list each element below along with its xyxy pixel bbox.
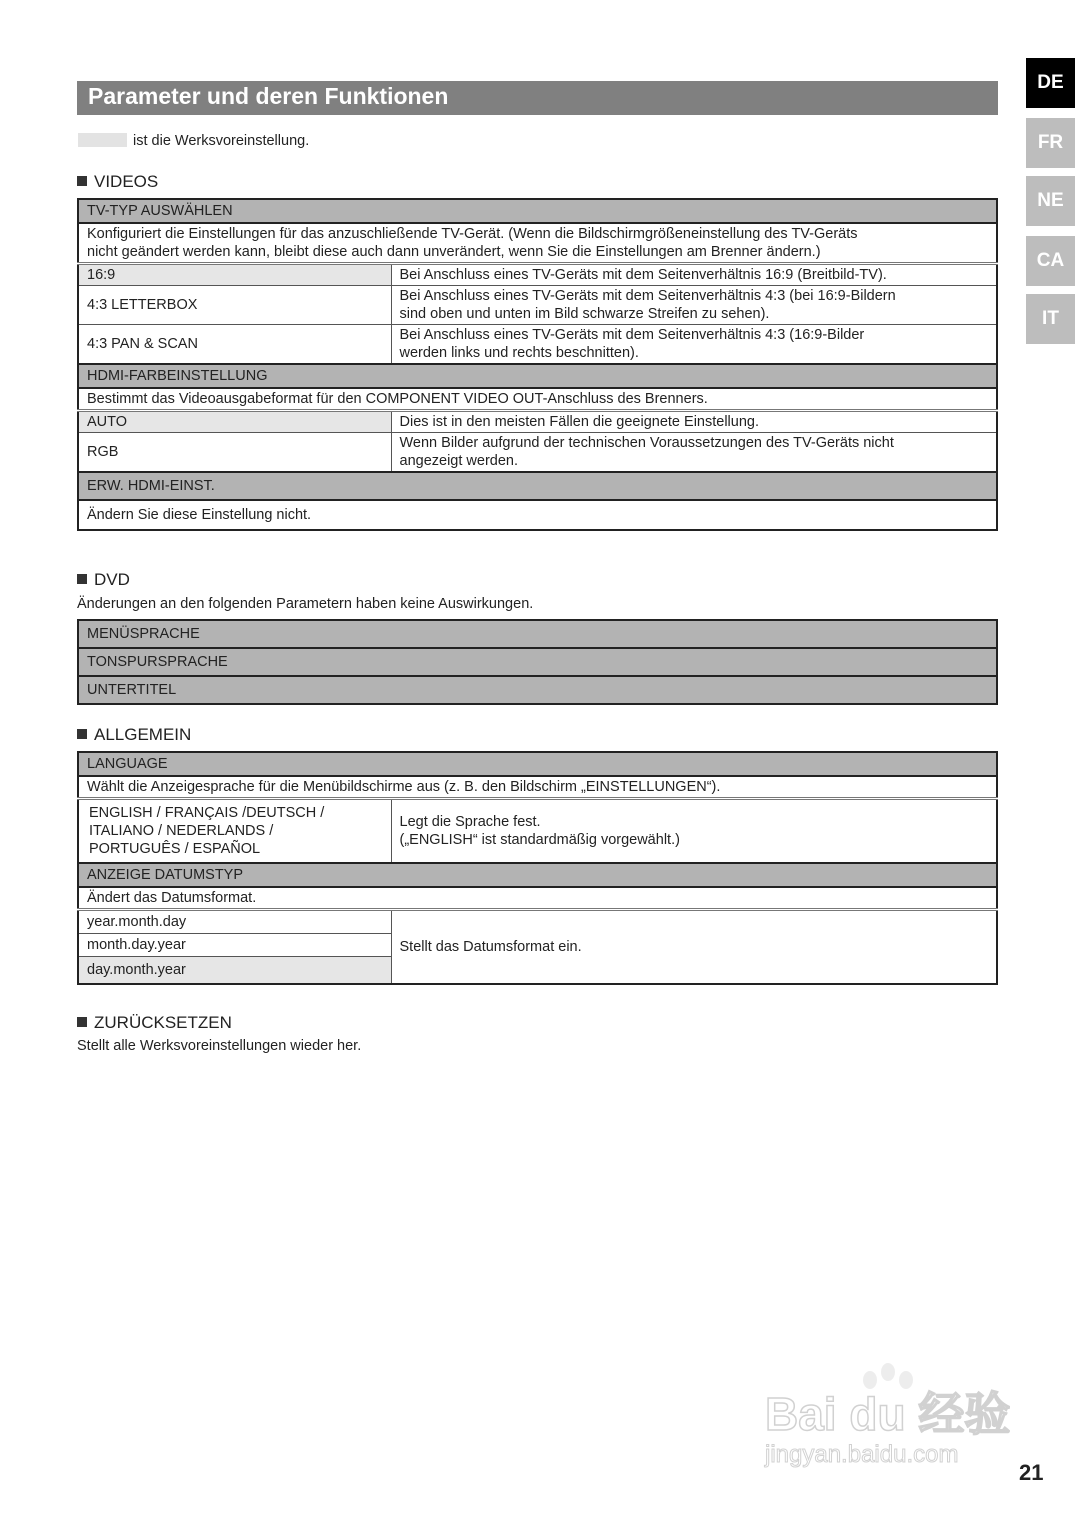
date-type-header: ANZEIGE DATUMSTYP	[78, 863, 997, 887]
date-option-ymd: year.month.day	[78, 910, 391, 934]
hdmi-color-header: HDMI-FARBEINSTELLUNG	[78, 364, 997, 388]
language-options-desc: Legt die Sprache fest. („ENGLISH“ ist standardmäßig vorgewählt.)	[391, 799, 997, 864]
tv-type-description: Konfiguriert die Einstellungen für das anzuschließende TV-Gerät. (Wenn die Bildschirmgrößeneinstellung des TV-Geräts nicht geändert werden kann, bleibt diese auch dann unverändert, wenn Sie die Einstellungen am Brenner ändern.)	[78, 223, 997, 264]
square-bullet-icon	[77, 176, 87, 186]
dvd-row-audio-language: TONSPURSPRACHE	[78, 648, 997, 676]
reset-heading: ZURÜCKSETZEN	[77, 1013, 232, 1033]
date-option-dmy: day.month.year	[78, 957, 391, 985]
option-16-9-desc: Bei Anschluss eines TV-Geräts mit dem Seitenverhältnis 16:9 (Breitbild-TV).	[391, 264, 997, 286]
page-title: Parameter und deren Funktionen	[77, 81, 998, 115]
option-letterbox: 4:3 LETTERBOX	[78, 286, 391, 325]
language-tab-ne[interactable]: NE	[1026, 176, 1075, 226]
language-tab-fr[interactable]: FR	[1026, 118, 1075, 168]
legend-text: ist die Werksvoreinstellung.	[133, 133, 310, 149]
watermark-logo-text: Bai du 经验	[765, 1388, 1010, 1440]
language-tab-it[interactable]: IT	[1026, 294, 1075, 344]
square-bullet-icon	[77, 729, 87, 739]
dvd-heading: DVD	[77, 570, 130, 590]
tv-type-header: TV-TYP AUSWÄHLEN	[78, 199, 997, 223]
videos-heading: VIDEOS	[77, 172, 158, 192]
dvd-row-subtitle: UNTERTITEL	[78, 676, 997, 704]
language-tab-de[interactable]: DE	[1026, 58, 1075, 108]
option-pan-scan-desc: Bei Anschluss eines TV-Geräts mit dem Seitenverhältnis 4:3 (16:9-Bilder werden links und rechts beschnitten).	[391, 325, 997, 365]
option-16-9: 16:9	[78, 264, 391, 286]
hdmi-color-description: Bestimmt das Videoausgabeformat für den COMPONENT VIDEO OUT-Anschluss des Brenners.	[78, 388, 997, 411]
option-pan-scan: 4:3 PAN & SCAN	[78, 325, 391, 365]
dvd-note: Änderungen an den folgenden Parametern haben keine Auswirkungen.	[77, 596, 534, 612]
default-setting-legend	[78, 133, 309, 149]
square-bullet-icon	[77, 574, 87, 584]
option-letterbox-desc: Bei Anschluss eines TV-Geräts mit dem Seitenverhältnis 4:3 (bei 16:9-Bildern sind oben und unten im Bild schwarze Streifen zu sehen).	[391, 286, 997, 325]
option-auto-desc: Dies ist in den meisten Fällen die geeignete Einstellung.	[391, 411, 997, 433]
dvd-table	[77, 619, 998, 705]
hdmi-ext-header: ERW. HDMI-EINST.	[78, 472, 997, 500]
page-number: 21	[1019, 1460, 1044, 1485]
reset-note: Stellt alle Werksvoreinstellungen wieder her.	[77, 1038, 362, 1054]
videos-table	[77, 198, 998, 531]
default-swatch	[78, 133, 127, 147]
language-tab-ca[interactable]: CA	[1026, 236, 1075, 286]
option-rgb: RGB	[78, 433, 391, 473]
dvd-row-menu-language: MENÜSPRACHE	[78, 620, 997, 648]
square-bullet-icon	[77, 1017, 87, 1027]
date-type-description: Ändert das Datumsformat.	[78, 887, 997, 910]
allgemein-heading: ALLGEMEIN	[77, 725, 191, 745]
option-auto: AUTO	[78, 411, 391, 433]
hdmi-ext-description: Ändern Sie diese Einstellung nicht.	[78, 500, 997, 530]
baidu-watermark	[760, 1360, 1010, 1470]
allgemein-table	[77, 751, 998, 985]
date-option-mdy: month.day.year	[78, 934, 391, 957]
option-rgb-desc: Wenn Bilder aufgrund der technischen Voraussetzungen des TV-Geräts nicht angezeigt werden.	[391, 433, 997, 473]
language-header: LANGUAGE	[78, 752, 997, 776]
language-options: ENGLISH / FRANÇAIS /DEUTSCH / ITALIANO / NEDERLANDS / PORTUGUÊS / ESPAÑOL	[78, 799, 391, 864]
language-description: Wählt die Anzeigesprache für die Menübildschirme aus (z. B. den Bildschirm „EINSTELLUNGEN“).	[78, 776, 997, 799]
date-options-desc: Stellt das Datumsformat ein.	[391, 910, 997, 985]
watermark-url: jingyan.baidu.com	[765, 1441, 959, 1468]
